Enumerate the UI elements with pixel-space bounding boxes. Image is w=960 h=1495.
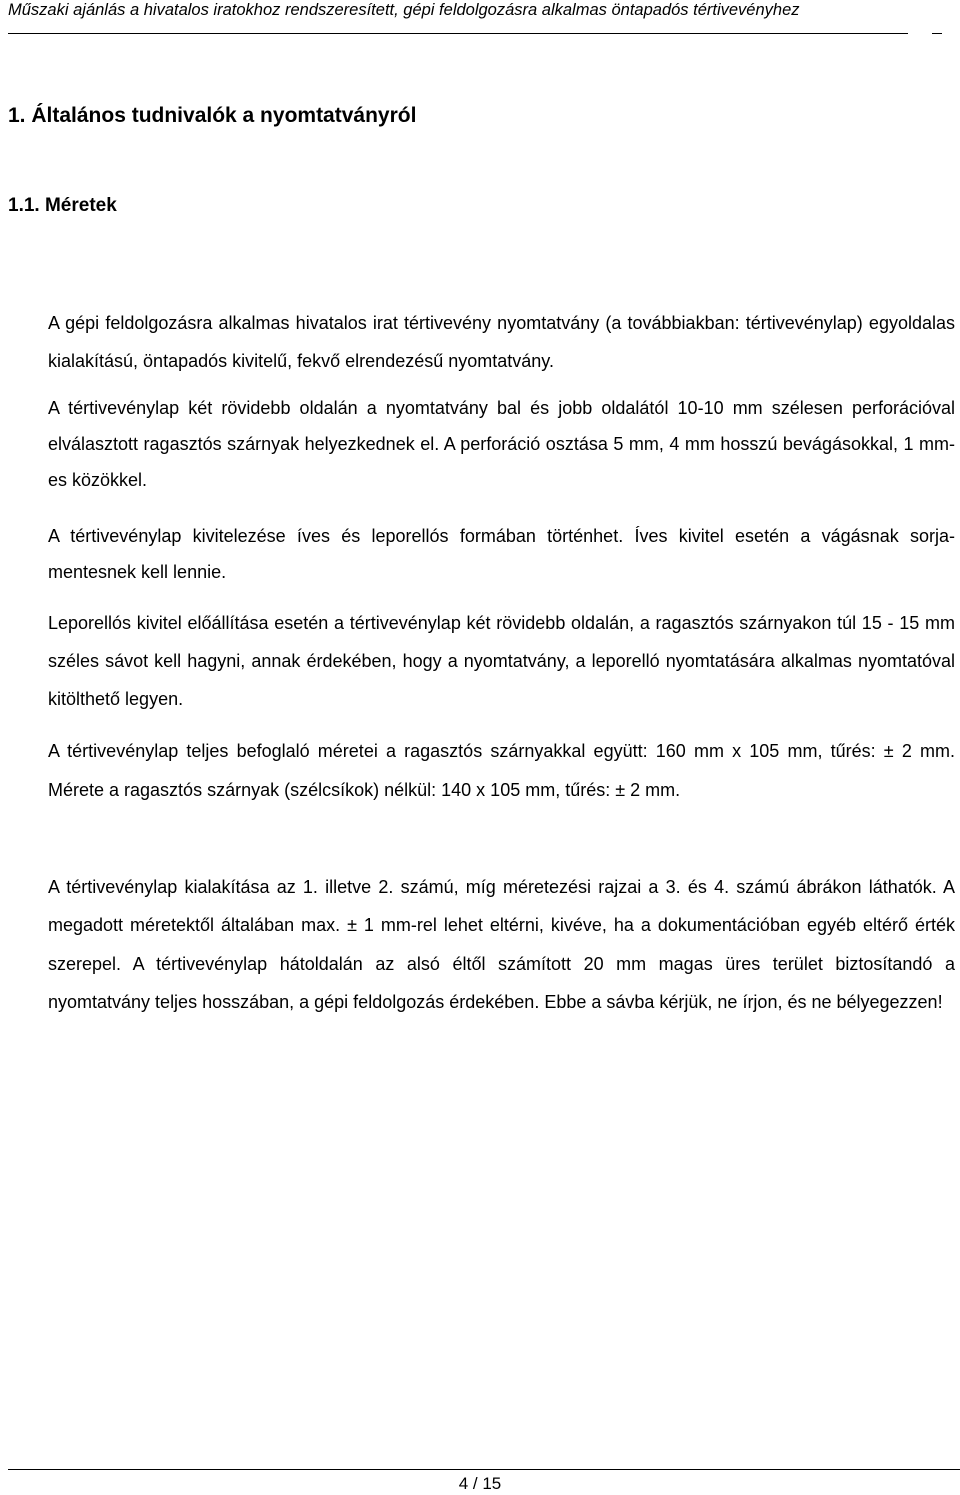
paragraph-1: A gépi feldolgozásra alkalmas hivatalos irat tértivevény nyomtatvány (a továbbiakban: tértivevénylap) egyoldalas kialakítású, öntapadós kivitelű, fekvő elrendezésű nyomtatvány. bbox=[48, 313, 955, 371]
paragraph-6: A tértivevénylap kialakítása az 1. illetve 2. számú, míg méretezési rajzai a 3. és 4. számú ábrákon láthatók. A megadott méretektől általában max. ± 1 mm-rel lehet eltérni, kivéve, ha a dokumentációban egyéb eltérő érték szerepel. A tértivevénylap hátoldalán az alsó éltől számított 20 mm magas üres terület biztosítandó a nyomtatvány teljes hosszában, a gépi feldolgozás érdekében. Ebbe a sávba kérjük, ne írjon, és ne bélyegezzen! bbox=[48, 877, 955, 1012]
paragraph-3: A tértivevénylap kivitelezése íves és leporellós formában történhet. Íves kivitel esetén a vágásnak sorja-mentesnek kell lennie. bbox=[48, 526, 955, 582]
subsection-heading: 1.1. Méretek bbox=[8, 195, 117, 216]
page-number: 4 / 15 bbox=[458, 1474, 502, 1493]
section-heading: 1. Általános tudnivalók a nyomtatványról bbox=[8, 104, 417, 127]
paragraph-5: A tértivevénylap teljes befoglaló méretei a ragasztós szárnyakkal együtt: 160 mm x 105 mm, tűrés: ± 2 mm. Mérete a ragasztós szárnyak (szélcsíkok) nélkül: 140 x 105 mm, tűrés: ± 2 mm. bbox=[48, 741, 955, 800]
footer-divider bbox=[8, 1469, 960, 1470]
paragraph-2: A tértivevénylap két rövidebb oldalán a nyomtatvány bal és jobb oldalától 10-10 mm szélesen perforációval elválasztott ragasztós szárnyak helyezkednek el. A perforáció osztása 5 mm, 4 mm hosszú bevágásokkal, 1 mm-es közökkel. bbox=[48, 398, 955, 490]
running-header-title: Műszaki ajánlás a hivatalos iratokhoz rendszeresített, gépi feldolgozásra alkalmas öntapadós tértivevényhez bbox=[8, 1, 800, 19]
paragraph-4: Leporellós kivitel előállítása esetén a tértivevénylap két rövidebb oldalán, a ragasztós szárnyakon túl 15 - 15 mm széles sávot kell hagyni, annak érdekében, hogy a nyomtatvány, a leporelló nyomtatására alkalmas nyomtatóval kitölthető legyen. bbox=[48, 613, 955, 709]
header-end-mark bbox=[932, 33, 942, 34]
header-divider bbox=[8, 33, 908, 34]
